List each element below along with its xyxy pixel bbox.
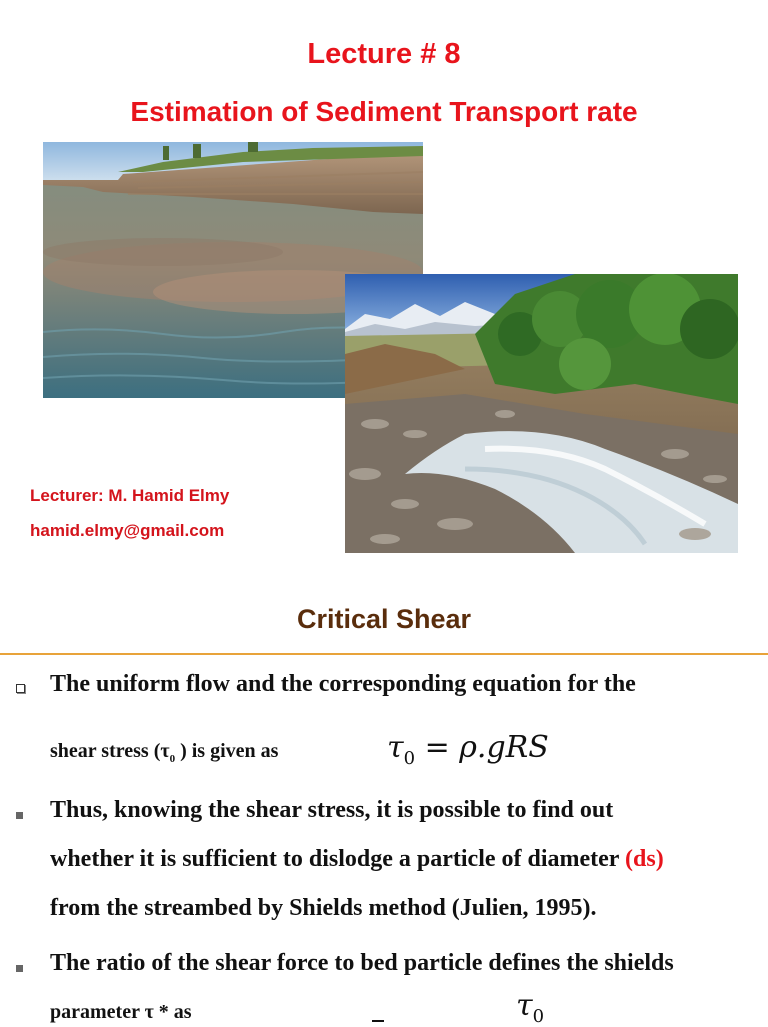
bullet-3-line-2: parameter τ * as (50, 1001, 192, 1023)
mountain-stream-photo (345, 274, 738, 553)
bullet-2-line-3: from the streambed by Shields method (Julien, 1995). (50, 895, 597, 921)
lecturer-email: hamid.elmy@gmail.com (30, 521, 225, 540)
bullet-1-line-1: The uniform flow and the corresponding equation for the (50, 671, 636, 697)
shields-parameter-numerator: $\tau_0$ (516, 988, 545, 1027)
bullet-1-line-2: shear stress ($\tau_0$ ) is given as (50, 740, 279, 765)
shear-stress-equation: $\tau_0 = \rho.gRS$ (387, 730, 549, 769)
slide-title: Critical Shear (296, 604, 472, 634)
square-bullet-icon (16, 812, 23, 819)
bullet-2-line-2: whether it is sufficient to dislodge a particle of diameter (ds) (50, 846, 664, 872)
bullet-3-line-1: The ratio of the shear force to bed particle defines the shields (50, 950, 674, 976)
lecture-subtitle: Estimation of Sediment Transport rate (130, 96, 638, 127)
hollow-square-bullet-icon (16, 684, 25, 693)
square-bullet-icon (16, 965, 23, 972)
diameter-symbol: (ds) (625, 846, 664, 872)
title-divider (0, 653, 768, 655)
lecture-number-title: Lecture # 8 (307, 38, 461, 70)
bullet-2-line-1: Thus, knowing the shear stress, it is possible to find out (50, 797, 614, 823)
lecturer-name: Lecturer: M. Hamid Elmy (30, 486, 230, 505)
fraction-bar-fragment (372, 1020, 384, 1022)
